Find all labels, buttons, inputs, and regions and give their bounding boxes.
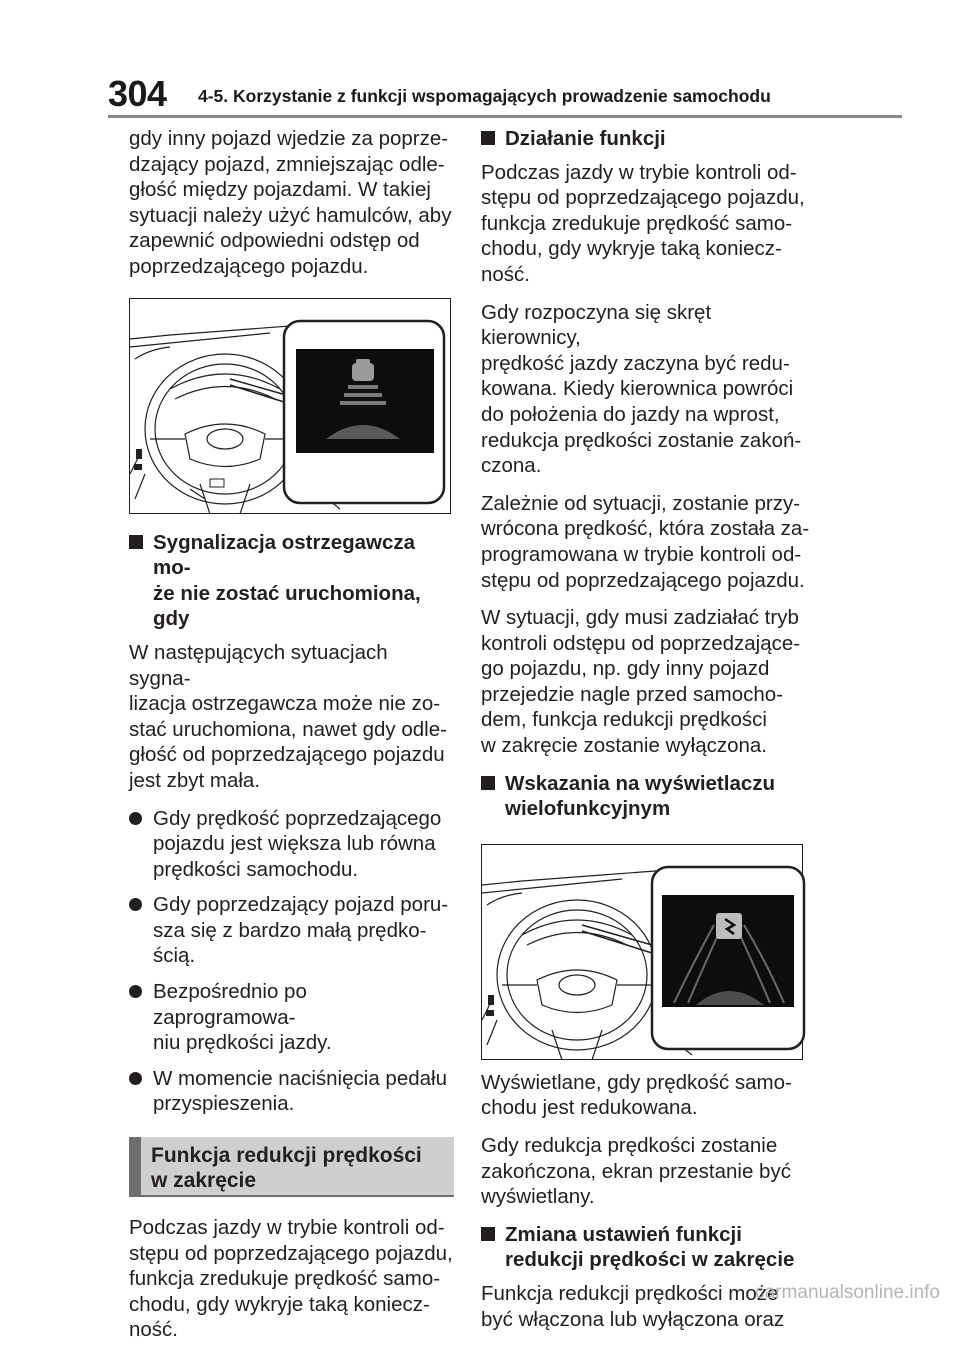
text-line: ścią. (153, 944, 196, 968)
text-line: Gdy poprzedzający pojazd poru- (153, 893, 449, 917)
subheading-text: Działanie funkcji (505, 127, 666, 150)
text-line: funkcja zredukuje prędkość samo- (481, 211, 793, 235)
subheading-text (505, 771, 775, 822)
text-line: Wskazania na wyświetlaczu (505, 771, 776, 795)
square-bullet-icon (129, 535, 143, 549)
text-line: kontroli odstępu od poprzedzające- (481, 631, 801, 655)
text-line: dzający pojazd, zmniejszając odle- (129, 152, 445, 176)
section-title: 4-5. Korzystanie z funkcji wspomagających prowadzenie samochodu (198, 86, 771, 106)
subheading-text (505, 1222, 794, 1273)
text-line: w zakręcie (151, 1169, 257, 1193)
text-line: Funkcja redukcji prędkości może (481, 1282, 779, 1305)
text-line: W sytuacji, gdy musi zadziałać tryb (481, 606, 799, 630)
text-line: W następujących sytuacjach sygna- (129, 640, 388, 690)
dashboard-illustration (130, 299, 452, 515)
text-line: do położenia do jazdy na wprost, (481, 402, 780, 426)
text-line: ność. (481, 262, 530, 286)
text-line: głość między pojazdami. W takiej (129, 178, 431, 202)
warning-subheading (129, 530, 454, 632)
bullet-text (153, 892, 448, 969)
text-line: stępu od poprzedzającego pojazdu. (481, 568, 805, 592)
round-bullet-icon (129, 812, 142, 825)
text-line: Gdy redukcja prędkości zostanie (481, 1134, 778, 1158)
text-line: W momencie naciśnięcia pedału (153, 1066, 447, 1090)
band-paragraph (129, 1215, 454, 1343)
operation-paragraph-1 (481, 160, 811, 288)
page-header (108, 72, 902, 116)
round-bullet-icon (129, 985, 142, 998)
text-line: Gdy rozpoczyna się skręt kierownicy, (481, 300, 712, 350)
text-line: stać uruchomiona, nawet gdy odle- (129, 717, 447, 741)
text-line: Podczas jazdy w trybie kontroli od- (481, 160, 797, 184)
text-line: sytuacji należy użyć hamulców, aby (129, 203, 452, 227)
section-band (129, 1137, 454, 1197)
bullet-text (153, 1066, 447, 1117)
text-line: redukcja prędkości zostanie zakoń- (481, 428, 802, 452)
settings-subheading (481, 1222, 811, 1273)
text-line: dem, funkcja redukcji prędkości (481, 708, 767, 732)
text-line: chodu, gdy wykryje taką koniecz- (129, 1292, 430, 1316)
text-line: wielofunkcyjnym (505, 797, 671, 821)
operation-paragraph-3 (481, 491, 811, 593)
text-line: Bezpośrednio po zaprogramowa- (153, 980, 307, 1029)
text-line: Gdy prędkość poprzedzającego (153, 806, 442, 830)
text-line: głość od poprzedzającego pojazdu (129, 743, 445, 767)
operation-subheading (481, 126, 811, 152)
square-bullet-icon (481, 776, 495, 790)
text-line: Zależnie od sytuacji, zostanie przy- (481, 491, 801, 515)
text-line: stępu od poprzedzającego pojazdu, (129, 1241, 453, 1265)
bullet-item (129, 892, 454, 969)
text-line: gdy inny pojazd wjedzie za poprze- (129, 127, 449, 150)
dashboard-figure-curve (481, 844, 803, 1060)
text-line: lizacja ostrzegawcza może nie zo- (129, 692, 441, 716)
text-line: chodu jest redukowana. (481, 1096, 698, 1120)
text-line: Wyświetlane, gdy prędkość samo- (481, 1070, 792, 1094)
text-line: w zakręcie zostanie wyłączona. (481, 734, 767, 758)
text-line: zapewnić odpowiedni odstęp od (129, 229, 420, 253)
text-line: funkcja zredukuje prędkość samo- (129, 1267, 441, 1291)
display-paragraph-1 (481, 1070, 811, 1121)
text-line: programowana w trybie kontroli od- (481, 542, 802, 566)
bullet-item (129, 979, 454, 1056)
text-line: stępu od poprzedzającego pojazdu, (481, 186, 805, 210)
operation-paragraph-4 (481, 605, 811, 759)
bullet-item (129, 1066, 454, 1117)
text-line: kowana. Kiedy kierownica powróci (481, 377, 794, 401)
section-band-title (151, 1143, 454, 1193)
intro-paragraph (129, 126, 454, 280)
right-column (481, 126, 811, 1344)
text-line: przejedzie nagle przed samocho- (481, 682, 783, 706)
round-bullet-icon (129, 898, 142, 911)
text-line: ność. (129, 1318, 178, 1342)
text-line: zakończona, ekran przestanie być (481, 1159, 791, 1183)
left-column (129, 126, 454, 1355)
display-paragraph-2 (481, 1133, 811, 1210)
text-line: chodu, gdy wykryje taką koniecz- (481, 237, 782, 261)
text-line: niu prędkości jazdy. (153, 1031, 332, 1055)
warning-paragraph (129, 640, 454, 794)
text-line: że nie zostać uruchomiona, gdy (153, 581, 421, 631)
text-line: Funkcja redukcji prędkości (151, 1144, 422, 1168)
text-line: przyspieszenia. (153, 1092, 295, 1116)
bullet-text (153, 979, 454, 1056)
text-line: poprzedzającego pojazdu. (129, 254, 369, 278)
text-line: czona. (481, 454, 542, 478)
bullet-text (153, 806, 441, 883)
text-line: Podczas jazdy w trybie kontroli od- (129, 1216, 445, 1240)
text-line: Zmiana ustawień funkcji (505, 1222, 742, 1246)
subheading-text (153, 530, 454, 632)
page-number: 304 (108, 73, 167, 114)
text-line: sza się z bardzo małą prędko- (153, 918, 427, 942)
text-line: jest zbyt mała. (129, 768, 261, 792)
watermark: carmanualsonline.info (755, 1282, 940, 1303)
text-line: Sygnalizacja ostrzegawcza mo- (153, 530, 416, 580)
text-line: prędkość jazdy zaczyna być redu- (481, 351, 790, 375)
square-bullet-icon (481, 131, 495, 145)
operation-paragraph-2 (481, 300, 811, 479)
display-subheading (481, 771, 811, 822)
square-bullet-icon (481, 1227, 495, 1241)
bullet-item (129, 806, 454, 883)
header-rule (108, 115, 902, 118)
text-line: redukcji prędkości w zakręcie (505, 1248, 795, 1272)
text-line: prędkości samochodu. (153, 857, 359, 881)
text-line: być włączona lub wyłączona oraz (481, 1307, 785, 1331)
text-line: wrócona prędkość, która została za- (481, 517, 810, 541)
dashboard-illustration (482, 845, 804, 1061)
text-line: pojazdu jest większa lub równa (153, 832, 436, 856)
text-line: go pojazdu, np. gdy inny pojazd (481, 657, 770, 681)
text-line: wyświetlany. (481, 1185, 595, 1209)
round-bullet-icon (129, 1072, 142, 1085)
dashboard-figure-warning (129, 298, 451, 514)
